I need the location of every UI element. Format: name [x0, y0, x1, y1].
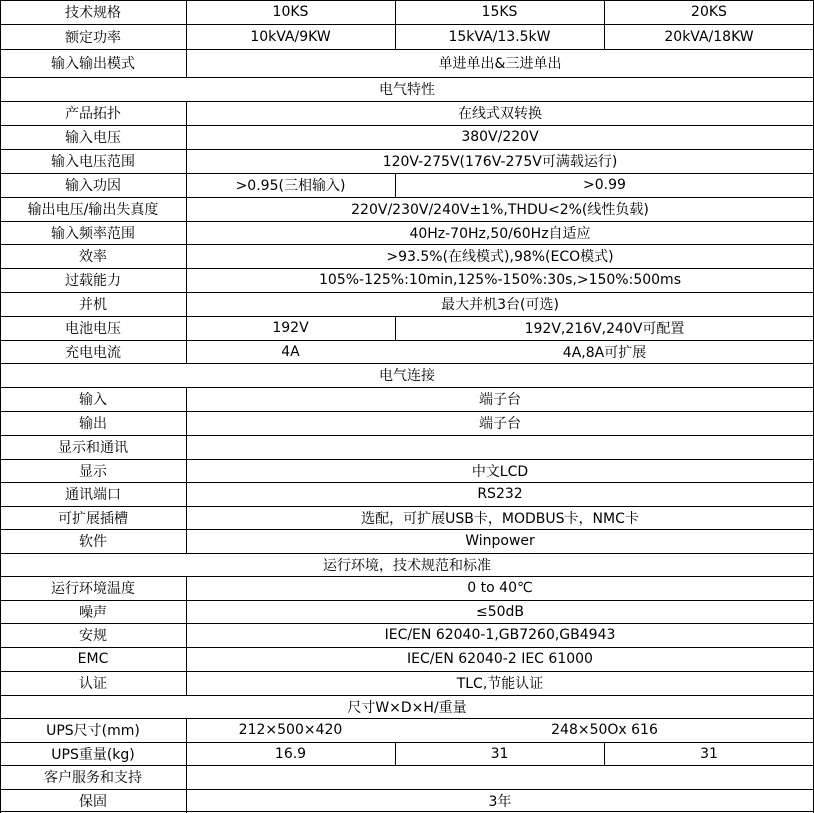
value-cell: 380V/220V: [461, 129, 539, 145]
row-label: 客户服务和支持: [44, 770, 142, 786]
grid-col-line: [186, 221, 187, 245]
row-label: 额定功率: [65, 29, 121, 46]
value-cell: 在线式双转换: [458, 106, 542, 122]
grid-col-line: [0, 671, 1, 696]
grid-row-line: [0, 24, 814, 25]
grid-row-line: [0, 149, 814, 150]
grid-row-line: [0, 671, 814, 672]
grid-col-line: [0, 553, 1, 577]
grid-col-line: [0, 268, 1, 293]
section-header: 电气连接: [379, 368, 435, 384]
value-cell: 15kVA/13.5kW: [448, 28, 551, 45]
value-cell: 20KS: [691, 4, 727, 20]
grid-row-line: [0, 340, 814, 341]
value-cell: 4A,8A可扩展: [562, 344, 647, 361]
grid-row-line: [0, 695, 814, 696]
value-cell: RS232: [477, 486, 523, 502]
row-label: 产品拓扑: [65, 106, 121, 122]
row-label: 充电电流: [65, 344, 121, 361]
value-cell: [186, 765, 814, 789]
row-label: 输出: [79, 416, 107, 432]
grid-col-line: [0, 576, 1, 601]
value-cell: ≤50dB: [475, 603, 525, 620]
grid-row-line: [0, 600, 814, 601]
value-cell: 4A: [281, 343, 300, 360]
grid-row-line: [0, 765, 814, 766]
row-label: UPS重量(kg): [51, 746, 135, 763]
row-label: 并机: [79, 297, 107, 313]
grid-col-line: [186, 49, 187, 78]
grid-col-line: [0, 742, 1, 766]
value-cell: 10KS: [272, 4, 309, 20]
row-label: 显示和通讯: [58, 440, 128, 456]
row-label: 输出电压/输出失真度: [27, 202, 159, 218]
grid-col-line: [0, 529, 1, 554]
grid-row-line: [0, 789, 814, 790]
row-label: 输入电压范围: [51, 154, 135, 170]
grid-col-line: [0, 125, 1, 150]
grid-col-line: [186, 316, 187, 341]
grid-col-line: [186, 529, 187, 554]
grid-row-line: [0, 742, 814, 743]
grid-col-line: [0, 77, 1, 102]
grid-col-line: [186, 742, 187, 766]
grid-col-line: [0, 765, 1, 790]
grid-col-line: [186, 0, 187, 25]
grid-col-line: [0, 600, 1, 624]
grid-col-line: [395, 316, 396, 341]
grid-col-line: [186, 149, 187, 174]
grid-col-line: [186, 718, 187, 743]
row-label: 显示: [79, 463, 107, 480]
row-label: 效率: [79, 249, 107, 265]
grid-col-line: [0, 363, 1, 388]
grid-col-line: [0, 387, 1, 412]
value-cell: >93.5%(在线模式),98%(ECO模式): [386, 249, 614, 265]
value-cell: 中文LCD: [471, 463, 529, 480]
value-cell: 20kVA/18KW: [664, 28, 754, 45]
grid-col-line: [186, 765, 187, 790]
grid-col-line: [0, 506, 1, 530]
grid-col-line: [186, 789, 187, 813]
value-cell: 单进单出&三进单出: [438, 56, 562, 72]
grid-row-line: [0, 718, 814, 719]
grid-col-line: [395, 0, 396, 25]
value-cell: 192V,216V,240V可配置: [524, 321, 685, 337]
value-cell: 16.9: [274, 745, 307, 762]
grid-row-line: [0, 647, 814, 648]
grid-col-line: [186, 387, 187, 412]
grid-row-line: [0, 101, 814, 102]
grid-row-line: [0, 221, 814, 222]
grid-col-line: [186, 435, 187, 460]
grid-col-line: [604, 742, 605, 766]
grid-row-line: [0, 411, 814, 412]
grid-row-line: [0, 49, 814, 50]
value-cell: 10kVA/9KW: [250, 28, 331, 45]
grid-row-line: [0, 435, 814, 436]
value-cell: 3年: [488, 793, 512, 810]
value-cell: 15KS: [481, 4, 518, 20]
grid-row-line: [0, 0, 814, 1]
value-cell: 31: [490, 745, 509, 762]
value-cell: 选配，可扩展USB卡，MODBUS卡，NMC卡: [361, 510, 639, 527]
value-cell: 31: [700, 745, 718, 762]
grid-col-line: [0, 316, 1, 341]
value-cell: [186, 435, 814, 459]
row-label: 噪声: [79, 604, 107, 621]
grid-col-line: [0, 482, 1, 507]
grid-col-line: [186, 623, 187, 648]
row-label: 输入功因: [65, 178, 121, 194]
row-label: 过载能力: [65, 273, 121, 289]
grid-col-line: [186, 173, 187, 198]
grid-col-line: [186, 340, 187, 364]
grid-row-line: [0, 125, 814, 126]
row-label: EMC: [77, 651, 109, 667]
grid-col-line: [0, 623, 1, 648]
grid-col-line: [186, 24, 187, 50]
grid-col-line: [395, 742, 396, 766]
grid-row-line: [0, 387, 814, 388]
grid-row-line: [0, 482, 814, 483]
row-label: 电池电压: [65, 321, 121, 337]
value-cell: 端子台: [479, 392, 521, 408]
grid-col-line: [186, 268, 187, 293]
grid-row-line: [0, 197, 814, 198]
row-label: 可扩展插槽: [58, 510, 128, 527]
grid-col-line: [186, 647, 187, 672]
row-label: 输入: [79, 392, 107, 408]
value-cell: 端子台: [479, 416, 521, 432]
grid-col-line: [0, 24, 1, 50]
grid-col-line: [0, 101, 1, 126]
grid-row-line: [0, 292, 814, 293]
grid-row-line: [0, 77, 814, 78]
grid-row-line: [0, 506, 814, 507]
grid-col-line: [395, 173, 396, 198]
value-cell: Winpower: [465, 533, 535, 549]
value-cell: >0.99: [583, 177, 626, 193]
grid-col-line: [0, 197, 1, 222]
grid-col-line: [186, 459, 187, 483]
grid-col-line: [0, 49, 1, 78]
value-cell: 最大并机3台(可选): [441, 297, 559, 313]
value-cell: 0 to 40℃: [467, 580, 533, 596]
grid-row-line: [0, 173, 814, 174]
value-cell: 105%-125%:10min,125%-150%:30s,>150%:500ms: [319, 272, 681, 288]
grid-row-line: [0, 623, 814, 624]
grid-col-line: [186, 506, 187, 530]
grid-col-line: [186, 292, 187, 317]
grid-col-line: [0, 647, 1, 672]
value-cell: 220V/230V/240V±1%,THDU<2%(线性负载): [351, 202, 649, 218]
grid-col-line: [186, 244, 187, 269]
grid-col-line: [0, 244, 1, 269]
grid-col-line: [186, 125, 187, 150]
grid-row-line: [0, 363, 814, 364]
row-label: 保固: [79, 793, 107, 810]
row-label: 技术规格: [65, 5, 121, 21]
grid-row-line: [0, 459, 814, 460]
value-cell: 40Hz-70Hz,50/60Hz自适应: [409, 225, 591, 242]
row-label: 运行环境温度: [51, 581, 135, 597]
grid-col-line: [186, 411, 187, 436]
grid-col-line: [0, 718, 1, 743]
grid-col-line: [0, 221, 1, 245]
grid-col-line: [186, 482, 187, 507]
value-cell: >0.95(三相输入): [235, 178, 346, 194]
grid-col-line: [0, 459, 1, 483]
grid-col-line: [0, 292, 1, 317]
grid-col-line: [0, 411, 1, 436]
value-cell: 248×50Ox 616: [551, 722, 658, 738]
grid-col-line: [0, 173, 1, 198]
grid-row-line: [0, 268, 814, 269]
value-cell: TLC,节能认证: [456, 676, 544, 692]
grid-col-line: [0, 149, 1, 174]
grid-col-line: [186, 600, 187, 624]
value-cell: 192V: [272, 320, 309, 336]
grid-col-line: [0, 0, 1, 25]
row-label: 输入频率范围: [51, 225, 135, 242]
grid-row-line: [0, 576, 814, 577]
row-label: 输入电压: [65, 130, 121, 146]
value-cell: 212×500×420: [238, 722, 343, 738]
value-cell: 120V-275V(176V-275V可满载运行): [382, 154, 618, 170]
grid-row-line: [0, 244, 814, 245]
grid-col-line: [186, 576, 187, 601]
grid-col-line: [0, 435, 1, 460]
row-label: 安规: [79, 628, 107, 644]
row-label: UPS尺寸(mm): [46, 723, 140, 739]
grid-col-line: [186, 197, 187, 222]
row-label: 输入输出模式: [51, 56, 135, 72]
grid-row-line: [0, 529, 814, 530]
grid-col-line: [186, 671, 187, 696]
grid-col-line: [0, 695, 1, 719]
grid-col-line: [0, 340, 1, 364]
section-header: 尺寸W×D×H/重量: [347, 699, 467, 716]
row-label: 认证: [79, 676, 107, 692]
grid-col-line: [604, 0, 605, 25]
value-cell: IEC/EN 62040-1,GB7260,GB4943: [384, 627, 616, 643]
grid-col-line: [395, 24, 396, 50]
value-cell: IEC/EN 62040-2 IEC 61000: [407, 651, 593, 667]
section-header: 电气特性: [379, 82, 435, 98]
row-label: 通讯端口: [65, 487, 121, 503]
grid-row-line: [0, 316, 814, 317]
grid-col-line: [604, 24, 605, 50]
row-label: 软件: [79, 534, 107, 550]
grid-col-line: [186, 101, 187, 126]
grid-col-line: [0, 789, 1, 813]
grid-row-line: [0, 553, 814, 554]
section-header: 运行环境，技术规范和标准: [323, 557, 491, 574]
